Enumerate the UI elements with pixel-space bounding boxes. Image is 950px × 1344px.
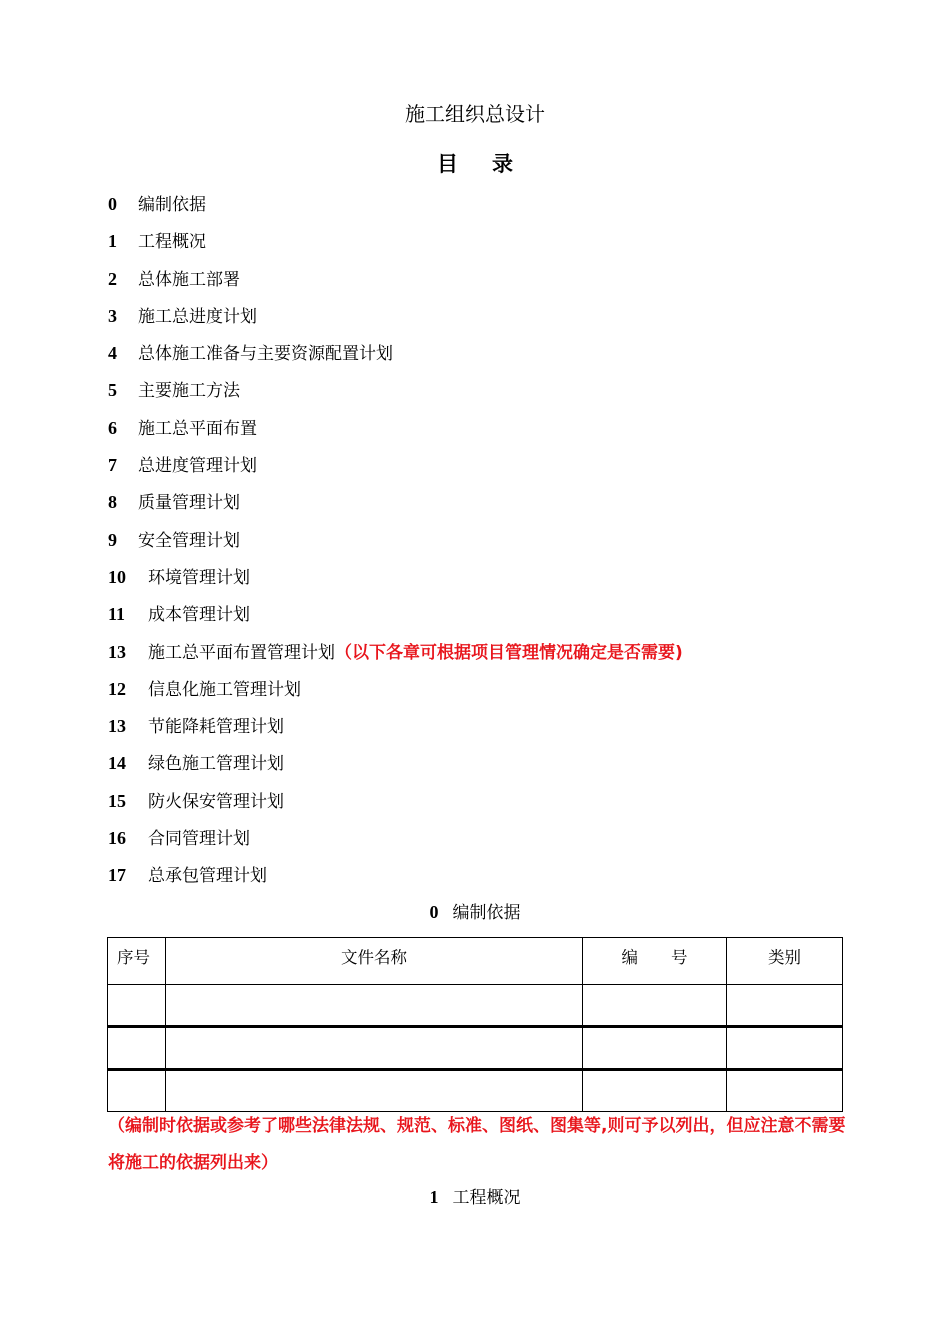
toc-item-label: 施工总进度计划 xyxy=(138,306,257,327)
toc-heading-right: 录 xyxy=(492,151,513,176)
toc-item-label: 编制依据 xyxy=(138,195,206,215)
toc-item-number: 13 xyxy=(108,641,126,662)
toc-item xyxy=(108,787,683,824)
toc-item-number: 0 xyxy=(108,194,117,214)
compilation-basis-note: （编制时依据或参考了哪些法律法规、规范、标准、图纸、图集等,则可予以列出，但应注意不需要将施工的依据列出来） xyxy=(108,1116,846,1173)
table-cell xyxy=(583,1027,727,1070)
toc-item-number: 15 xyxy=(108,790,126,811)
toc-item-label: 总体施工准备与主要资源配置计划 xyxy=(138,344,393,365)
toc-item xyxy=(108,227,683,264)
table-cell xyxy=(166,1070,583,1112)
toc-item-label: 总进度管理计划 xyxy=(138,456,257,477)
toc-item-number: 13 xyxy=(108,716,126,737)
toc-item-number: 3 xyxy=(108,305,117,326)
toc-item xyxy=(108,526,683,563)
toc-item xyxy=(108,600,683,637)
toc-item-number: 10 xyxy=(108,566,126,587)
toc-item xyxy=(108,749,683,786)
toc-item-label: 施工总平面布置 xyxy=(138,418,257,439)
toc-item xyxy=(108,414,683,451)
table-cell xyxy=(108,1027,166,1070)
toc-item-number: 5 xyxy=(108,380,117,401)
table-header-row xyxy=(108,938,843,985)
column-header-seq: 序号 xyxy=(108,938,166,985)
toc-item xyxy=(108,638,683,675)
table-cell xyxy=(166,1027,583,1070)
toc-item xyxy=(108,376,683,413)
toc-item-label: 节能降耗管理计划 xyxy=(148,717,284,738)
table-of-contents xyxy=(108,190,683,899)
table-cell xyxy=(583,985,727,1027)
toc-item-number: 17 xyxy=(108,865,126,886)
toc-item-label: 绿色施工管理计划 xyxy=(148,754,284,775)
table-cell xyxy=(583,1070,727,1112)
toc-item-label: 环境管理计划 xyxy=(148,567,250,588)
toc-item-label: 施工总平面布置管理计划 xyxy=(148,642,335,663)
toc-item-label: 质量管理计划 xyxy=(138,493,240,514)
toc-heading xyxy=(0,150,950,178)
toc-item-number: 7 xyxy=(108,455,117,476)
toc-item-number: 2 xyxy=(108,268,117,289)
table-cell xyxy=(166,985,583,1027)
toc-item xyxy=(108,339,683,376)
toc-item-number: 8 xyxy=(108,492,117,513)
toc-item-number: 12 xyxy=(108,678,126,699)
table-cell xyxy=(108,1070,166,1112)
column-header-category: 类别 xyxy=(727,938,843,985)
toc-item xyxy=(108,712,683,749)
section-title: 编制依据 xyxy=(452,903,521,923)
section-heading-overview xyxy=(0,1183,950,1212)
toc-item-label: 信息化施工管理计划 xyxy=(148,679,301,700)
toc-item-number: 16 xyxy=(108,828,126,849)
document-title: 施工组织总设计 xyxy=(405,102,545,126)
table-cell xyxy=(727,1027,843,1070)
toc-item-number: 9 xyxy=(108,529,117,550)
table-row xyxy=(108,1027,843,1070)
toc-item-label: 工程概况 xyxy=(138,232,206,253)
section-number: 0 xyxy=(429,902,439,922)
toc-item-label: 成本管理计划 xyxy=(148,605,250,626)
table-cell xyxy=(727,985,843,1027)
toc-item-label: 总体施工部署 xyxy=(138,269,240,290)
toc-item-note: （以下各章可根据项目管理情况确定是否需要) xyxy=(335,642,683,663)
toc-item-label: 合同管理计划 xyxy=(148,829,250,850)
toc-item xyxy=(108,451,683,488)
table-row xyxy=(108,1070,843,1112)
toc-item-label: 防火保安管理计划 xyxy=(148,791,284,812)
toc-item xyxy=(108,824,683,861)
toc-item-number: 4 xyxy=(108,343,117,364)
toc-item-label: 安全管理计划 xyxy=(138,530,240,551)
toc-item xyxy=(108,563,683,600)
toc-item-number: 14 xyxy=(108,753,126,774)
table-row xyxy=(108,985,843,1027)
toc-item xyxy=(108,190,683,227)
toc-item xyxy=(108,488,683,525)
section-number: 1 xyxy=(429,1187,439,1207)
table-cell xyxy=(727,1070,843,1112)
toc-item-number: 11 xyxy=(108,604,126,625)
toc-item xyxy=(108,675,683,712)
toc-item-label: 主要施工方法 xyxy=(138,381,240,402)
toc-item xyxy=(108,265,683,302)
toc-heading-left: 目 xyxy=(437,151,458,176)
table-cell xyxy=(108,985,166,1027)
toc-item-number: 1 xyxy=(108,231,117,252)
column-header-filename: 文件名称 xyxy=(166,938,583,985)
column-header-code: 编 号 xyxy=(583,938,727,985)
section-heading-basis xyxy=(0,898,950,927)
toc-item-label: 总承包管理计划 xyxy=(148,866,267,887)
toc-item xyxy=(108,861,683,898)
toc-item-number: 6 xyxy=(108,417,117,438)
toc-item xyxy=(108,302,683,339)
section-title: 工程概况 xyxy=(452,1188,521,1208)
reference-documents-table xyxy=(107,937,843,1112)
